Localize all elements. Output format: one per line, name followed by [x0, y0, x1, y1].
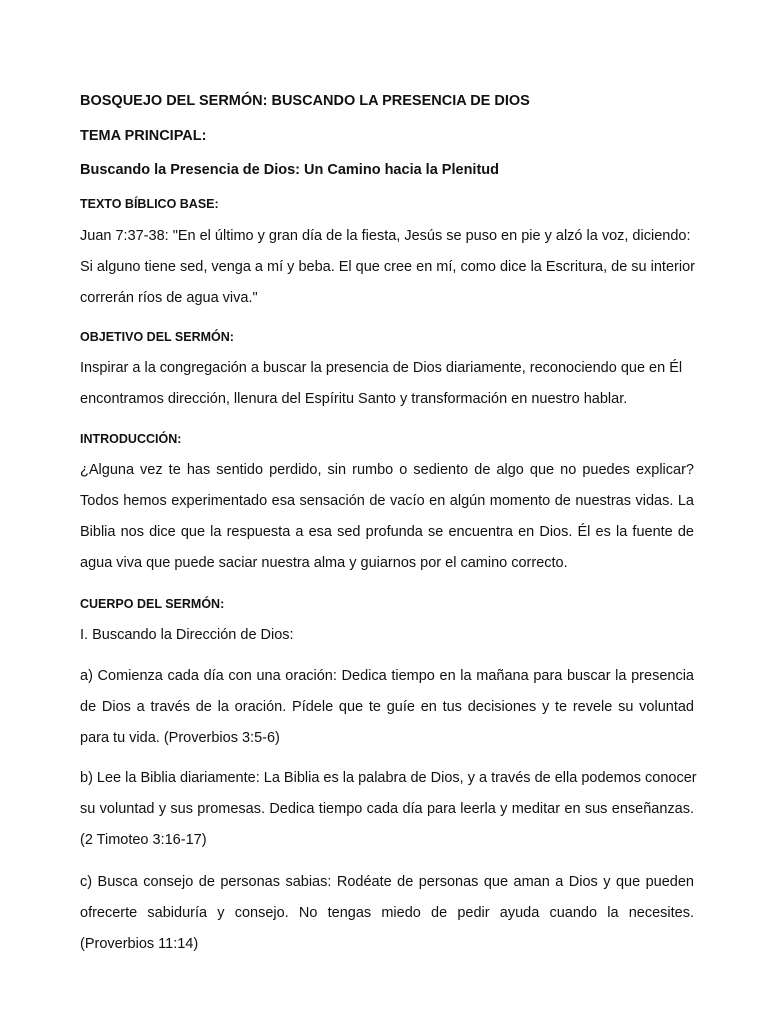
paragraph-line: Todos hemos experimentado esa sensación de vacío en algún momento de nuestras vidas. La [80, 493, 694, 509]
point-c-paragraph [80, 867, 694, 960]
paragraph-line: de Dios a través de la oración. Pídele que te guíe en tus decisiones y te revele su voluntad [80, 699, 694, 715]
document-title: BOSQUEJO DEL SERMÓN: BUSCANDO LA PRESENCIA DE DIOS [80, 93, 530, 109]
paragraph-line: Si alguno tiene sed, venga a mí y beba. El que cree en mí, como dice la Escritura, de su interior [80, 259, 695, 275]
paragraph-line: Biblia nos dice que la respuesta a esa sed profunda se encuentra en Dios. Él es la fuente de [80, 524, 694, 540]
paragraph-line: Juan 7:37-38: "En el último y gran día de la fiesta, Jesús se puso en pie y alzó la voz, diciendo: [80, 228, 691, 244]
paragraph-line: agua viva que puede saciar nuestra alma y guiarnos por el camino correcto. [80, 555, 568, 571]
paragraph-line: ¿Alguna vez te has sentido perdido, sin rumbo o sediento de algo que no puedes explicar? [80, 462, 694, 478]
paragraph-line: encontramos dirección, llenura del Espíritu Santo y transformación en nuestro hablar. [80, 391, 628, 407]
paragraph-line: ofrecerte sabiduría y consejo. No tengas miedo de pedir ayuda cuando la necesites. [80, 905, 694, 921]
section-1-title [80, 620, 694, 651]
paragraph-line: c) Busca consejo de personas sabias: Rodéate de personas que aman a Dios y que pueden [80, 874, 694, 890]
cuerpo-heading: CUERPO DEL SERMÓN: [80, 597, 225, 611]
tema-principal-heading: TEMA PRINCIPAL: [80, 128, 207, 144]
section-title-line: I. Buscando la Dirección de Dios: [80, 627, 294, 643]
introduccion-paragraph [80, 455, 694, 579]
point-b-paragraph [80, 763, 697, 856]
introduccion-heading: INTRODUCCIÓN: [80, 432, 182, 446]
paragraph-line: (Proverbios 11:14) [80, 936, 199, 952]
tema-principal-text: Buscando la Presencia de Dios: Un Camino hacia la Plenitud [80, 162, 499, 178]
objetivo-paragraph [80, 353, 694, 415]
paragraph-line: b) Lee la Biblia diariamente: La Biblia es la palabra de Dios, y a través de ella podemos conocer [80, 770, 697, 786]
paragraph-line: su voluntad y sus promesas. Dedica tiempo cada día para leerla y meditar en sus enseñanzas. [80, 801, 694, 817]
paragraph-line: Inspirar a la congregación a buscar la presencia de Dios diariamente, reconociendo que en Él [80, 360, 683, 376]
point-a-paragraph [80, 661, 694, 754]
paragraph-line: (2 Timoteo 3:16-17) [80, 832, 207, 848]
objetivo-heading: OBJETIVO DEL SERMÓN: [80, 330, 234, 344]
paragraph-line: correrán ríos de agua viva." [80, 290, 258, 306]
texto-biblico-heading: TEXTO BÍBLICO BASE: [80, 197, 219, 211]
paragraph-line: para tu vida. (Proverbios 3:5-6) [80, 730, 280, 746]
paragraph-line: a) Comienza cada día con una oración: Dedica tiempo en la mañana para buscar la presencia [80, 668, 694, 684]
texto-biblico-paragraph [80, 221, 694, 314]
